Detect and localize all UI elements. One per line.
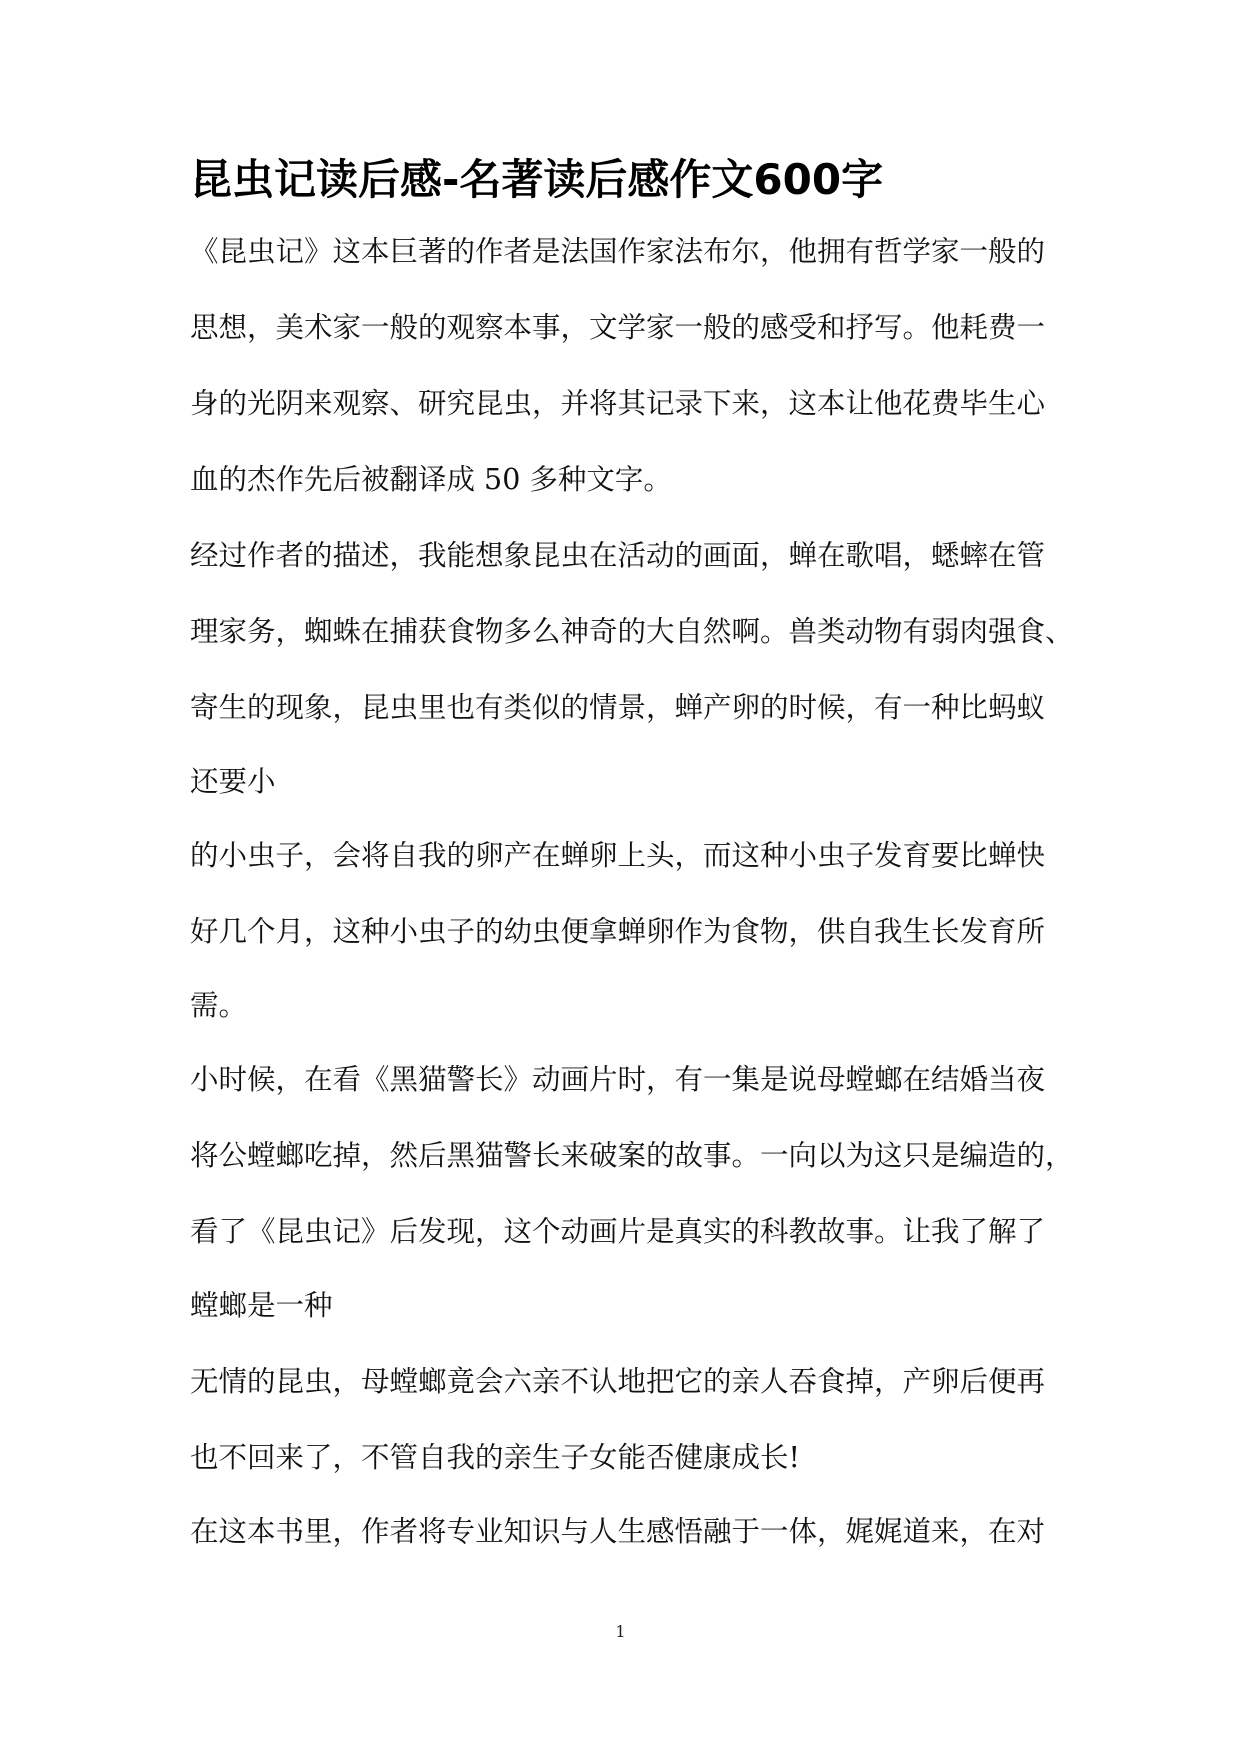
text-line: 理家务，蜘蛛在捕获食物多么神奇的大自然啊。兽类动物有弱肉强食、	[190, 615, 1074, 648]
text-line: 《昆虫记》这本巨著的作者是法国作家法布尔，他拥有哲学家一般的	[190, 235, 1046, 268]
text-line: 在这本书里，作者将专业知识与人生感悟融于一体，娓娓道来，在对	[190, 1515, 1046, 1548]
text-line: 还要小	[190, 765, 276, 798]
document-title: 昆虫记读后感-名著读后感作文600字	[190, 155, 884, 204]
page-number: 1	[615, 1622, 626, 1641]
text-line: 小时候，在看《黑猫警长》动画片时，有一集是说母螳螂在结婚当夜	[190, 1063, 1046, 1096]
text-line: 身的光阴来观察、研究昆虫，并将其记录下来，这本让他花费毕生心	[190, 387, 1046, 420]
text-line: 将公螳螂吃掉，然后黑猫警长来破案的故事。一向以为这只是编造的，	[190, 1139, 1074, 1172]
text-line: 思想，美术家一般的观察本事，文学家一般的感受和抒写。他耗费一	[190, 311, 1046, 344]
text-line: 好几个月，这种小虫子的幼虫便拿蝉卵作为食物，供自我生长发育所	[190, 915, 1046, 948]
text-line: 血的杰作先后被翻译成 50 多种文字。	[190, 463, 672, 496]
text-line: 也不回来了，不管自我的亲生子女能否健康成长!	[190, 1441, 800, 1474]
text-line: 螳螂是一种	[190, 1289, 333, 1322]
text-line: 看了《昆虫记》后发现，这个动画片是真实的科教故事。让我了解了	[190, 1215, 1046, 1248]
text-line: 的小虫子，会将自我的卵产在蝉卵上头，而这种小虫子发育要比蝉快	[190, 839, 1046, 872]
text-line: 经过作者的描述，我能想象昆虫在活动的画面，蝉在歌唱，蟋蟀在管	[190, 539, 1046, 572]
text-line: 需。	[190, 989, 248, 1022]
text-line: 寄生的现象，昆虫里也有类似的情景，蝉产卵的时候，有一种比蚂蚁	[190, 691, 1046, 724]
text-line: 无情的昆虫，母螳螂竟会六亲不认地把它的亲人吞食掉，产卵后便再	[190, 1365, 1046, 1398]
